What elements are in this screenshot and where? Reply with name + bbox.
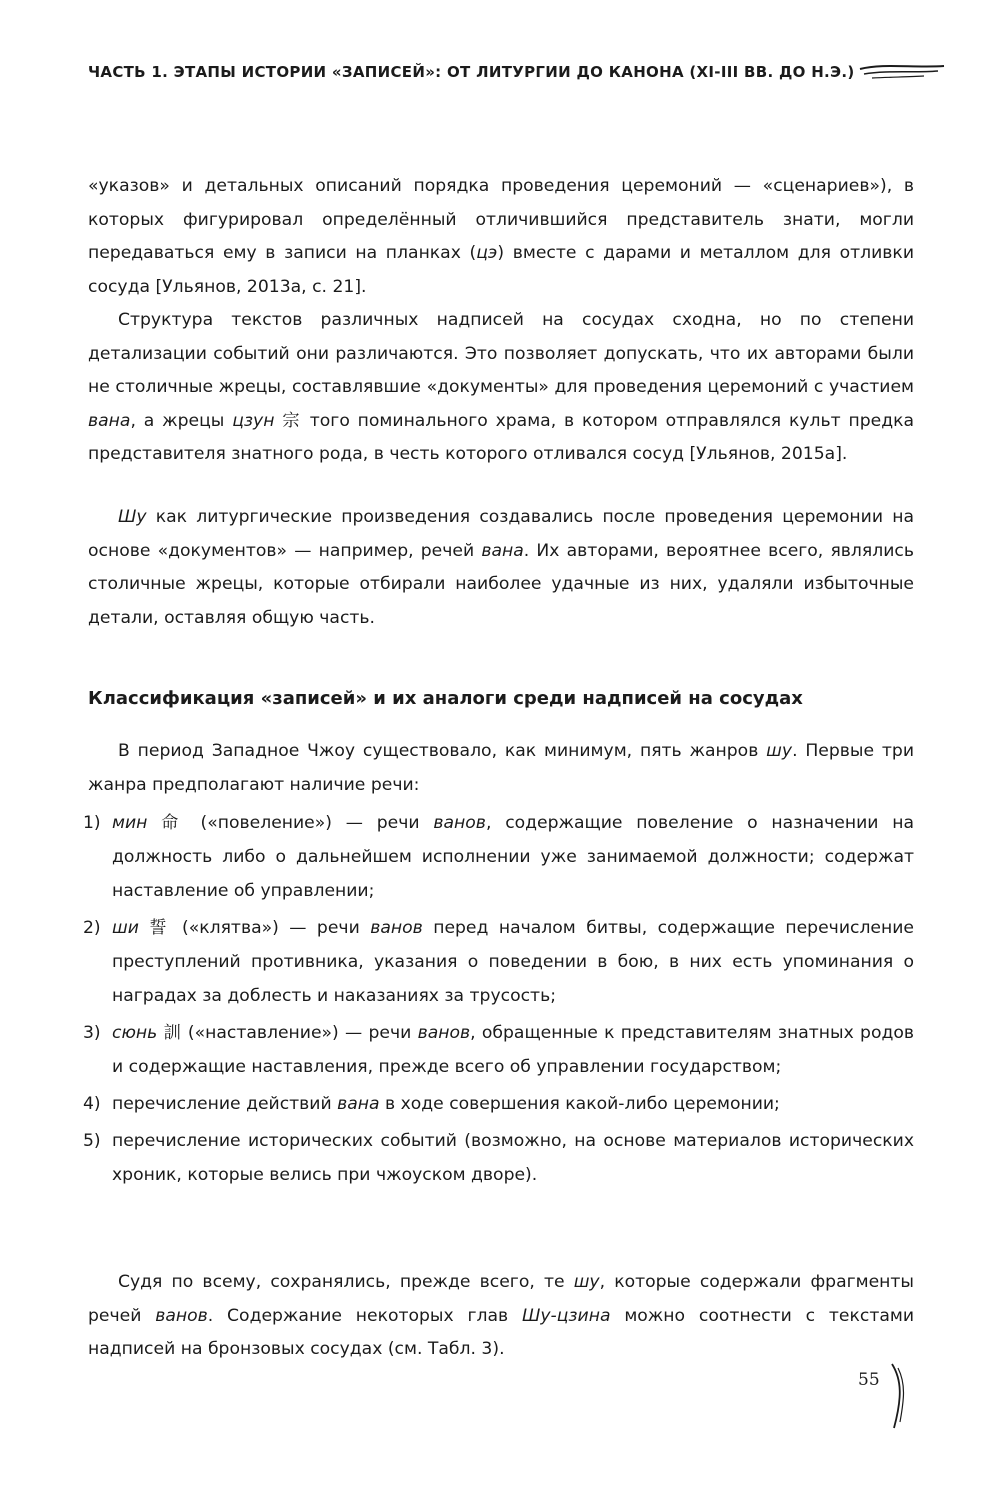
list-item: 1) мин 命 («повеление») — речи ванов, содержащие повеление о назначении на должность либо о дальнейшем исполнении уже занимаемой должности; содержат наставление об управлении; <box>83 813 914 901</box>
section-heading: Классификация «записей» и их аналоги среди надписей на сосудах <box>88 688 803 709</box>
list-item: 3) сюнь 訓 («наставление») — речи ванов, обращенные к представителям знатных родов и содержащие наставления, прежде всего об управлении государством; <box>83 1023 914 1077</box>
header-ornament-icon <box>858 60 948 82</box>
list-item: 4) перечисление действий вана в ходе совершения какой-либо церемонии; <box>83 1094 780 1114</box>
genre-list <box>83 806 914 1195</box>
paragraph-4: В период Западное Чжоу существовало, как минимум, пять жанров шу. Первые три жанра предполагают наличие речи: <box>88 741 914 795</box>
paragraph-2: Структура текстов различных надписей на сосудах сходна, но по степени детализации событий они различаются. Это позволяет допускать, что их авторами были не столичные жрецы, составлявшие «документы» для проведения церемоний с участием вана, а жрецы цзун 宗 того поминального храма, в котором отправлялся культ предка представителя знатного рода, в честь которого отливался сосуд [Ульянов, 2015а]. <box>88 310 915 464</box>
running-head: ЧАСТЬ 1. ЭТАПЫ ИСТОРИИ «ЗАПИСЕЙ»: ОТ ЛИТУРГИИ ДО КАНОНА (XI-III ВВ. ДО Н.Э.) <box>88 63 855 81</box>
paragraph-5: Судя по всему, сохранялись, прежде всего, те шу, которые содержали фрагменты речей ванов. Содержание некоторых глав Шу-цзина можно соотнести с текстами надписей на бронзовых сосудах (см. Табл. 3). <box>88 1272 914 1359</box>
page-ornament-icon <box>886 1362 910 1432</box>
paragraph-3: Шу как литургические произведения создавались после проведения церемонии на основе «документов» — например, речей вана. Их авторами, вероятнее всего, являлись столичные жрецы, которые отбирали наиболее удачные из них, удаляли избыточные детали, оставляя общую часть. <box>88 507 914 628</box>
list-item: 5) перечисление исторических событий (возможно, на основе материалов исторических хроник, которые велись при чжоуском дворе). <box>83 1131 914 1185</box>
list-item: 2) ши 誓 («клятва») — речи ванов перед началом битвы, содержащие перечисление преступлений противника, указания о поведении в бою, в них есть упоминания о наградах за доблесть и наказаниях за трусость; <box>83 918 914 1006</box>
paragraph-1: «указов» и детальных описаний порядка проведения церемоний — «сценариев»), в которых фигурировал определённый отличившийся представитель знати, могли передаваться ему в записи на планках (цэ) вместе с дарами и металлом для отливки сосуда [Ульянов, 2013а, с. 21]. <box>88 176 914 297</box>
page-number: 55 <box>858 1370 880 1390</box>
